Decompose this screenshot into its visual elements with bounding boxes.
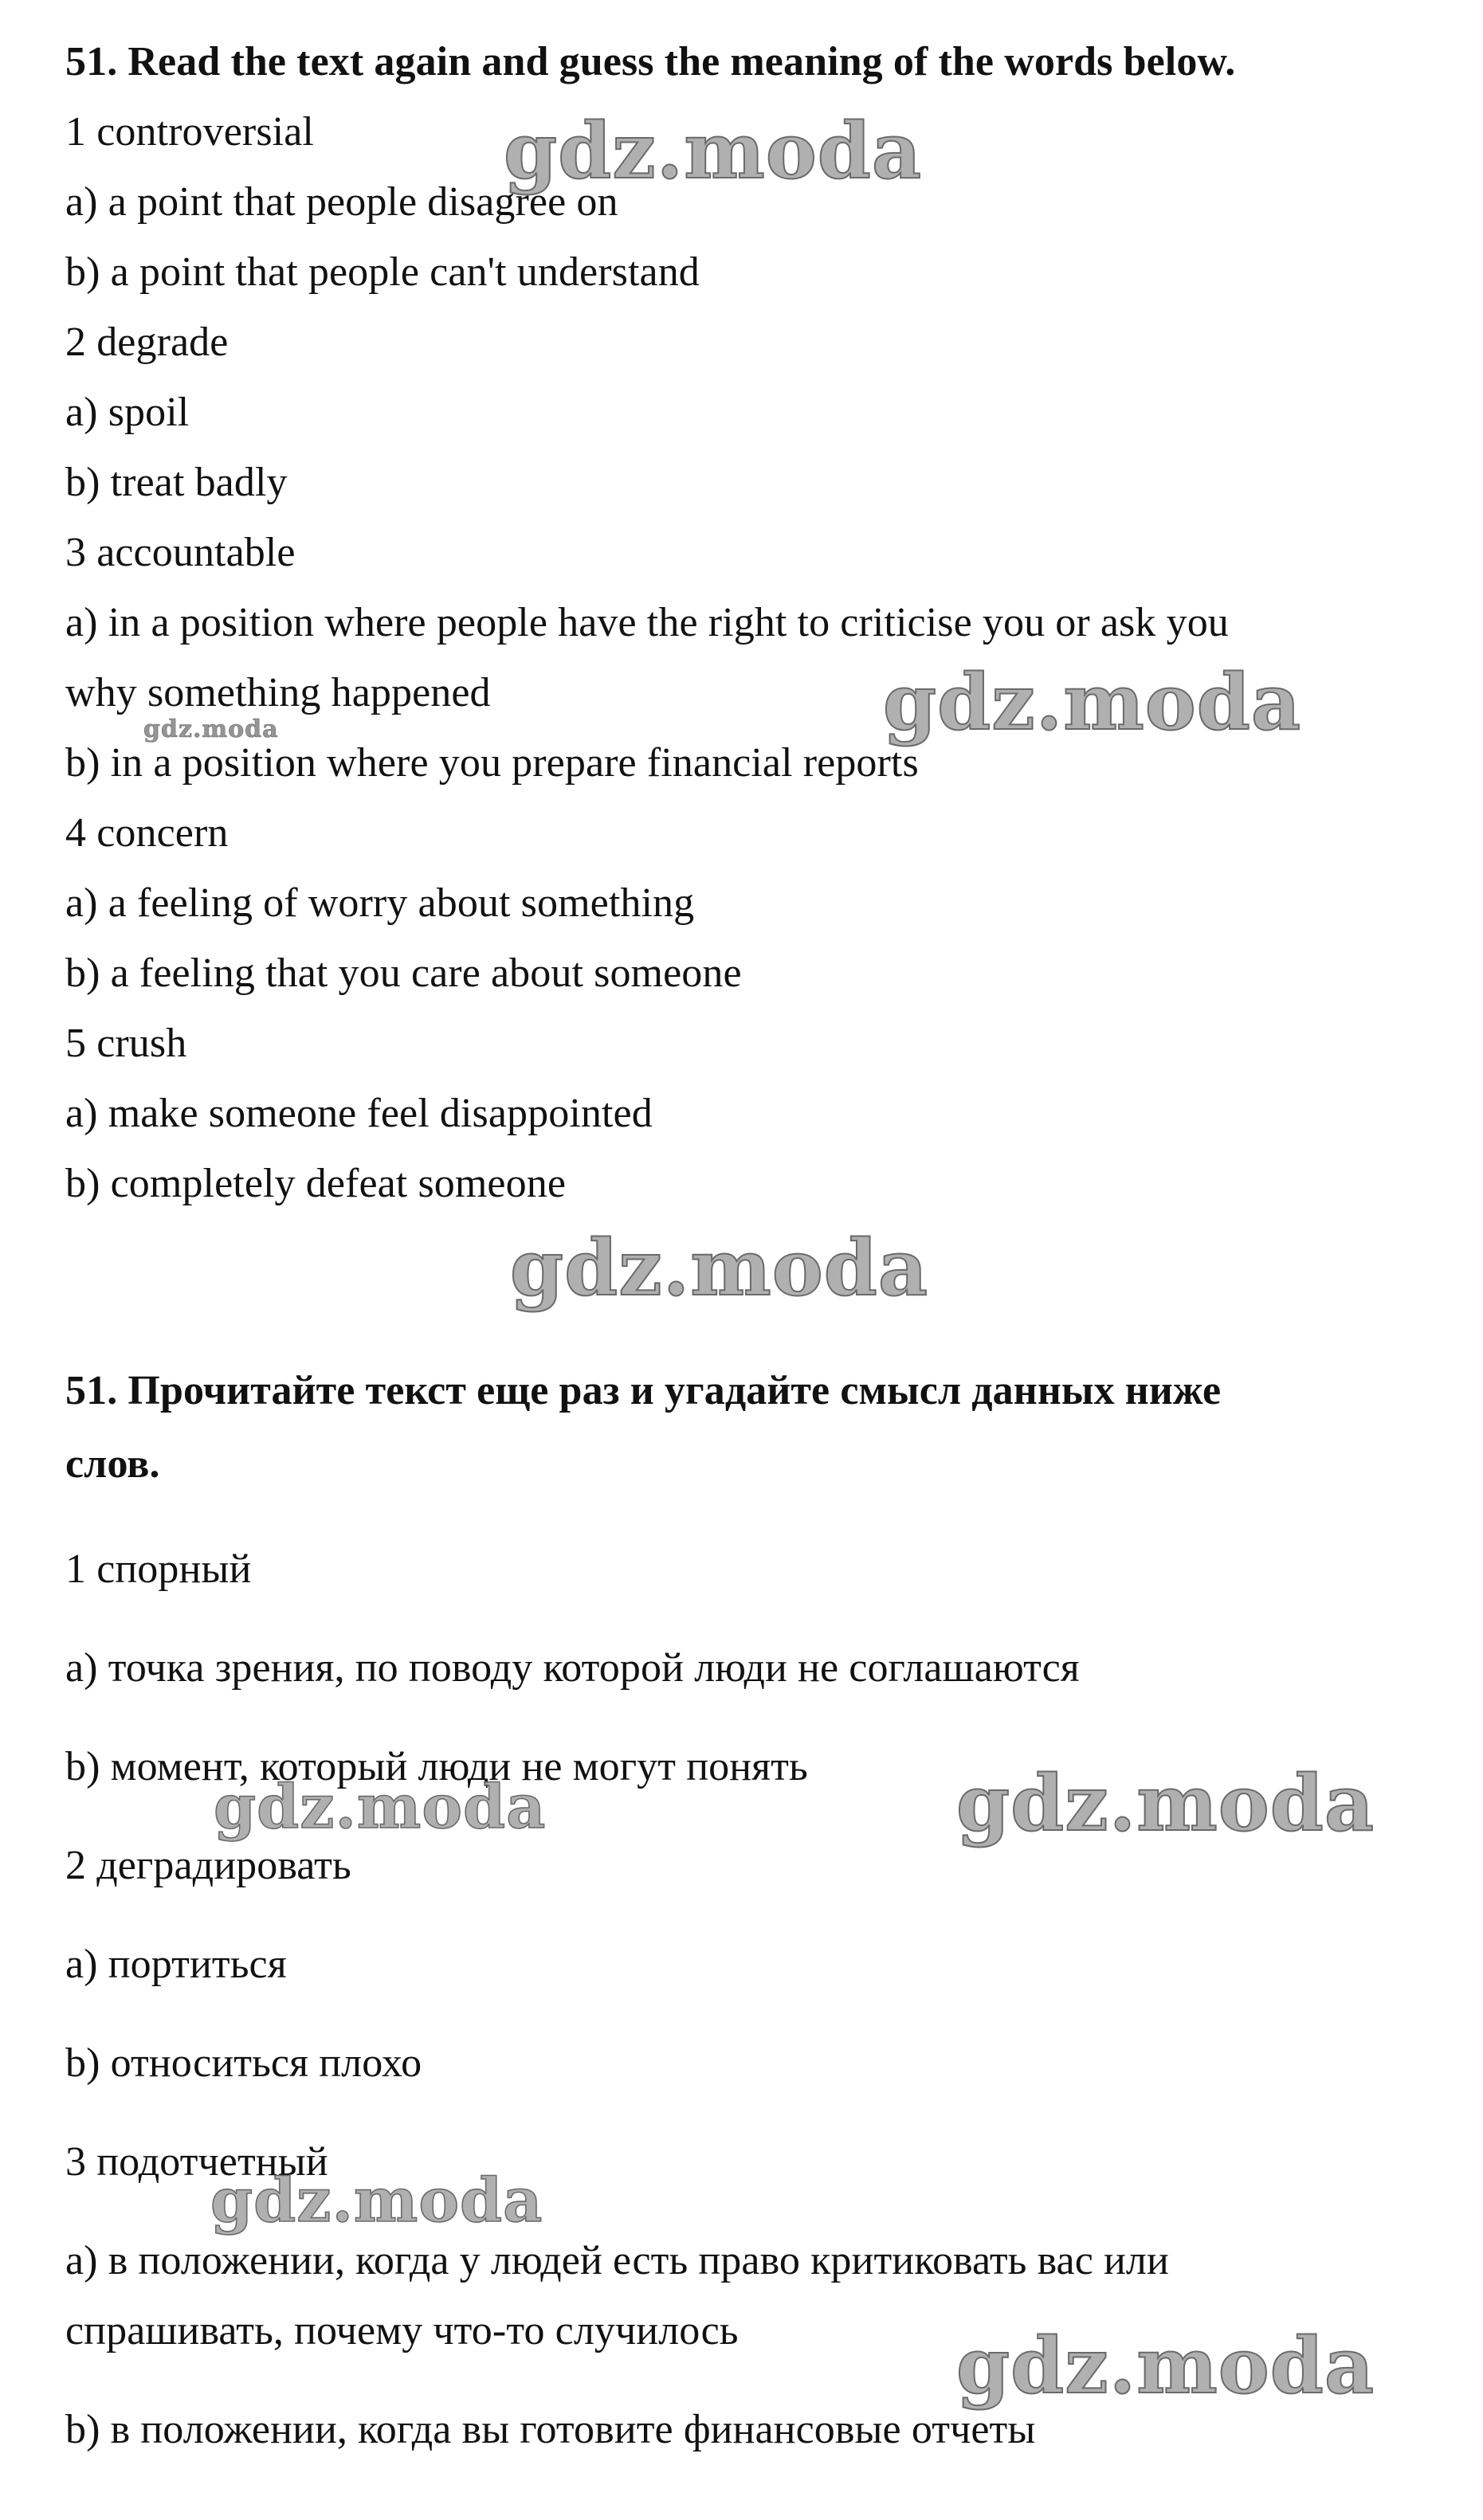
watermark-logo: gdz.moda (956, 2321, 1375, 2411)
russian-line: a) точка зрения, по поводу которой люди не соглашаются (65, 1645, 1080, 1691)
watermark-logo: gdz.moda (214, 1771, 547, 1842)
russian-heading-line1: 51. Прочитайте текст еще раз и угадайте смысл данных ниже (65, 1368, 1222, 1413)
watermark-logo: gdz.moda (883, 657, 1302, 747)
english-line: why something happened (65, 670, 491, 715)
english-line: 1 controversial (65, 109, 314, 155)
watermark-logo-small: gdz.moda (143, 715, 279, 743)
russian-line: a) портиться (65, 1942, 287, 1987)
russian-line: 3 подотчетный (65, 2139, 328, 2185)
russian-heading-line2: слов. (65, 1441, 160, 1487)
english-line: 3 accountable (65, 530, 296, 575)
english-line: b) completely defeat someone (65, 1161, 566, 1206)
english-line: b) a point that people can't understand (65, 249, 700, 295)
english-line: a) in a position where people have the right to criticise you or ask you (65, 600, 1229, 645)
russian-line: спрашивать, почему что-то случилось (65, 2308, 739, 2353)
english-line: 2 degrade (65, 319, 229, 365)
english-line: 4 concern (65, 810, 229, 856)
russian-line: b) относиться плохо (65, 2040, 422, 2086)
english-heading: 51. Read the text again and guess the meaning of the words below. (65, 39, 1236, 84)
watermark-logo: gdz.moda (504, 106, 923, 196)
watermark-logo: gdz.moda (510, 1223, 929, 1313)
watermark-logo: gdz.moda (210, 2165, 543, 2236)
english-line: a) make someone feel disappointed (65, 1091, 653, 1136)
watermark-logo: gdz.moda (956, 1758, 1375, 1848)
russian-line: b) момент, который люди не могут понять (65, 1744, 808, 1789)
english-line: a) spoil (65, 390, 190, 435)
russian-line: b) в положении, когда вы готовите финансовые отчеты (65, 2407, 1036, 2452)
russian-line: 1 спорный (65, 1546, 252, 1592)
english-line: a) a point that people disagree on (65, 179, 618, 225)
russian-line: a) в положении, когда у людей есть право критиковать вас или (65, 2238, 1169, 2283)
english-line: b) in a position where you prepare financial reports (65, 740, 919, 786)
english-line: b) treat badly (65, 460, 288, 505)
english-line: a) a feeling of worry about something (65, 880, 695, 926)
english-line: 5 crush (65, 1021, 187, 1066)
russian-line: 2 деградировать (65, 1843, 351, 1888)
english-line: b) a feeling that you care about someone (65, 950, 742, 996)
